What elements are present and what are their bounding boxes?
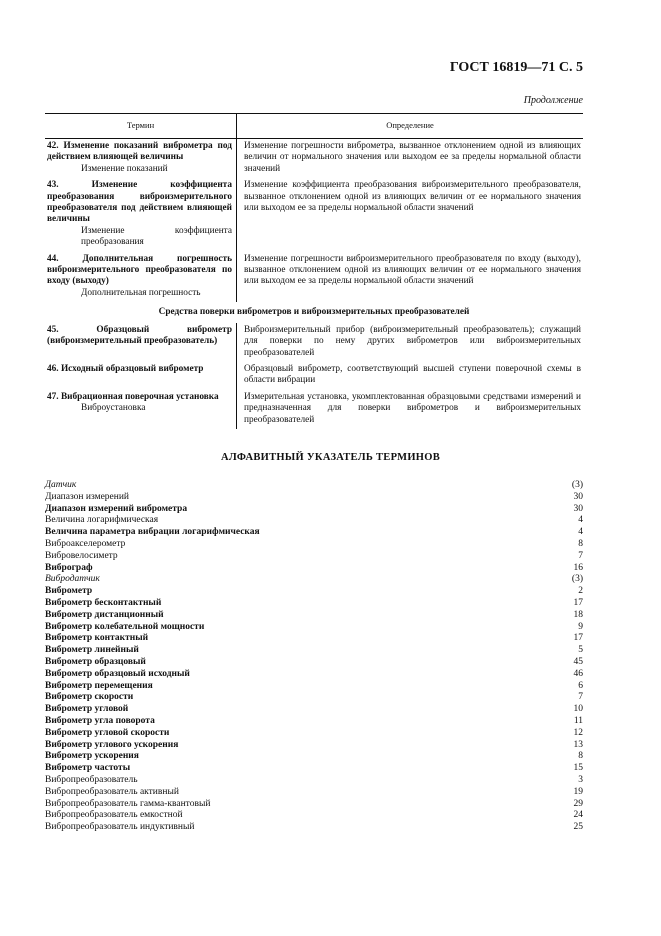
index-term: Виброметр колебательной мощности	[45, 621, 205, 632]
terms-table	[45, 113, 583, 429]
index-number: 10	[573, 704, 583, 715]
index-entry	[45, 492, 583, 504]
index-number: 4	[578, 515, 583, 526]
index-number: (3)	[571, 480, 583, 490]
index-entry	[45, 657, 583, 669]
table-row	[45, 390, 583, 429]
term-cell	[45, 362, 237, 390]
table-header-row	[45, 114, 583, 139]
index-number: 30	[573, 503, 583, 514]
index-term: Вибродатчик	[45, 574, 100, 585]
term-synonym: Изменение показаний	[81, 163, 168, 174]
index-number: 18	[573, 609, 583, 620]
index-number: 25	[573, 822, 583, 833]
term-cell	[45, 390, 237, 429]
index-number: 46	[573, 668, 583, 679]
index-entry	[45, 822, 583, 834]
index-number: 8	[578, 751, 583, 762]
table-row	[45, 252, 583, 303]
index-entry	[45, 681, 583, 693]
index-entry	[45, 527, 583, 539]
index-entry	[45, 810, 583, 822]
index-number: 4	[578, 527, 583, 538]
index-term: Виброметр перемещения	[45, 680, 153, 691]
index-number: 45	[573, 656, 583, 667]
index-number: 8	[578, 538, 583, 549]
index-number: 13	[573, 739, 583, 750]
index-number: 12	[573, 727, 583, 738]
index-term: Виброметр угловой скорости	[45, 727, 170, 738]
index-number: 17	[573, 597, 583, 608]
index-term: Виброметр углового ускорения	[45, 739, 179, 750]
definition-cell: Изменение погрешности виброметра, вызванное отклонением одной из влияющих величин от нормального значения или выходом ее за пределы нормальной области значений	[244, 141, 581, 174]
index-number: 9	[578, 621, 583, 632]
index-entry	[45, 799, 583, 811]
index-entry	[45, 515, 583, 527]
section-heading: Средства поверки виброметров и виброизмерительных преобразователей	[158, 307, 470, 318]
index-term: Вибропреобразователь емкостной	[45, 810, 183, 821]
index-term: Вибропреобразователь	[45, 774, 138, 785]
index-entry	[45, 610, 583, 622]
term-text: 43. Изменение коэффициента преобразования виброизмерительного преобразователя под действием влияющей величины	[47, 180, 232, 225]
index-term: Виброметр дистанционный	[45, 609, 164, 620]
index-term: Виброметр	[45, 586, 93, 597]
index-entry	[45, 763, 583, 775]
index-term: Виброметр бесконтактный	[45, 597, 162, 608]
alphabetical-index	[45, 480, 583, 834]
index-number: 6	[578, 680, 583, 691]
index-number: 17	[573, 633, 583, 644]
index-entry	[45, 704, 583, 716]
definition-cell: Образцовый виброметр, соответствующий высшей ступени поверочной схемы в области вибрации	[244, 363, 581, 386]
index-number: 11	[573, 715, 583, 726]
index-term: Диапазон измерений	[45, 491, 130, 502]
index-number: 24	[573, 810, 583, 821]
index-entry	[45, 787, 583, 799]
table-row	[45, 178, 583, 251]
column-header-term: Термин	[45, 114, 237, 139]
index-entry	[45, 563, 583, 575]
index-term: Вибропреобразователь гамма-квантовый	[45, 798, 211, 809]
index-number: 2	[578, 586, 583, 597]
definition-cell: Изменение коэффициента преобразования виброизмерительного преобразователя, вызванное отклонением одной из влияющих величин от ее нормального значения или выходом ее за пределы нормальной области значений	[244, 180, 581, 214]
column-header-definition: Определение	[237, 114, 584, 139]
index-entry	[45, 645, 583, 657]
index-number: 7	[578, 692, 583, 703]
index-term: Величина логарифмическая	[45, 515, 159, 526]
term-text: 42. Изменение показаний виброметра под действием влияющей величины	[47, 141, 232, 163]
index-entry	[45, 539, 583, 551]
index-number: 19	[573, 786, 583, 797]
index-term: Виброметр ускорения	[45, 751, 139, 762]
index-entry	[45, 633, 583, 645]
term-cell	[45, 139, 237, 179]
index-entry	[45, 728, 583, 740]
terms-table-body	[45, 139, 583, 429]
index-number: 15	[573, 763, 583, 774]
table-row	[45, 362, 583, 390]
index-number: 3	[578, 774, 583, 785]
table-row	[45, 323, 583, 362]
index-term: Виброакселерометр	[45, 538, 126, 549]
term-text: 45. Образцовый виброметр (виброизмерительный преобразователь)	[47, 324, 232, 347]
index-term: Виброметр угловой	[45, 704, 129, 715]
index-entry	[45, 669, 583, 681]
index-number: 29	[573, 798, 583, 809]
index-term: Вибровелосиметр	[45, 550, 118, 561]
term-synonym: Дополнительная погрешность	[81, 287, 201, 298]
index-entry	[45, 751, 583, 763]
definition-cell: Изменение погрешности виброизмерительного преобразователя по входу (выходу), вызванное отклонением одной из влияющих величин от ее нормального значения или выходом ее за пределы нормальной области значений	[244, 253, 581, 287]
index-term: Виброметр скорости	[45, 692, 134, 703]
definition-cell: Измерительная установка, укомплектованная образцовыми средствами измерений и предназначенная для поверки виброметров и виброизмерительных преобразователей	[244, 391, 581, 425]
index-number: 30	[573, 491, 583, 502]
index-term: Виброметр угла поворота	[45, 715, 155, 726]
section-heading-row	[45, 302, 583, 322]
index-term: Вибропреобразователь активный	[45, 786, 179, 797]
term-synonym: Изменение коэффициента преобразования	[81, 225, 232, 248]
index-entry	[45, 504, 583, 516]
index-number: 5	[578, 645, 583, 656]
index-entry	[45, 740, 583, 752]
index-number: 16	[573, 562, 583, 573]
index-entry	[45, 692, 583, 704]
index-entry	[45, 586, 583, 598]
index-entry	[45, 574, 583, 586]
term-cell	[45, 178, 237, 251]
table-row	[45, 139, 583, 179]
index-term: Виброметр линейный	[45, 645, 139, 656]
term-cell	[45, 323, 237, 362]
index-entry	[45, 480, 583, 492]
index-term: Виброграф	[45, 562, 93, 573]
definition-cell: Виброизмерительный прибор (виброизмерительный преобразователь); служащий для поверки по нему других виброметров или виброизмерительных преобразователей	[244, 324, 581, 358]
index-term: Виброметр контактный	[45, 633, 149, 644]
term-cell	[45, 252, 237, 303]
index-number: 7	[578, 550, 583, 561]
index-term: Виброметр образцовый исходный	[45, 668, 190, 679]
index-term: Датчик	[45, 480, 77, 490]
continuation-label: Продолжение	[523, 95, 583, 106]
term-synonym: Виброустановка	[81, 403, 146, 414]
term-text: 46. Исходный образцовый виброметр	[47, 363, 204, 374]
index-term: Вибропреобразователь индуктивный	[45, 822, 195, 833]
index-number: (3)	[571, 574, 583, 585]
term-text: 47. Вибрационная поверочная установка	[47, 391, 219, 402]
index-entry	[45, 622, 583, 634]
index-title: АЛФАВИТНЫЙ УКАЗАТЕЛЬ ТЕРМИНОВ	[220, 452, 441, 463]
index-entry	[45, 716, 583, 728]
index-term: Виброметр частоты	[45, 763, 131, 774]
index-term: Диапазон измерений виброметра	[45, 503, 188, 514]
index-term: Виброметр образцовый	[45, 656, 146, 667]
index-term: Величина параметра вибрации логарифмическая	[45, 527, 260, 538]
index-entry	[45, 551, 583, 563]
index-entry	[45, 598, 583, 610]
index-entry	[45, 775, 583, 787]
term-text: 44. Дополнительная погрешность виброизмерительного преобразователя по входу (выходу)	[47, 253, 232, 287]
page-header: ГОСТ 16819—71 С. 5	[449, 60, 583, 75]
